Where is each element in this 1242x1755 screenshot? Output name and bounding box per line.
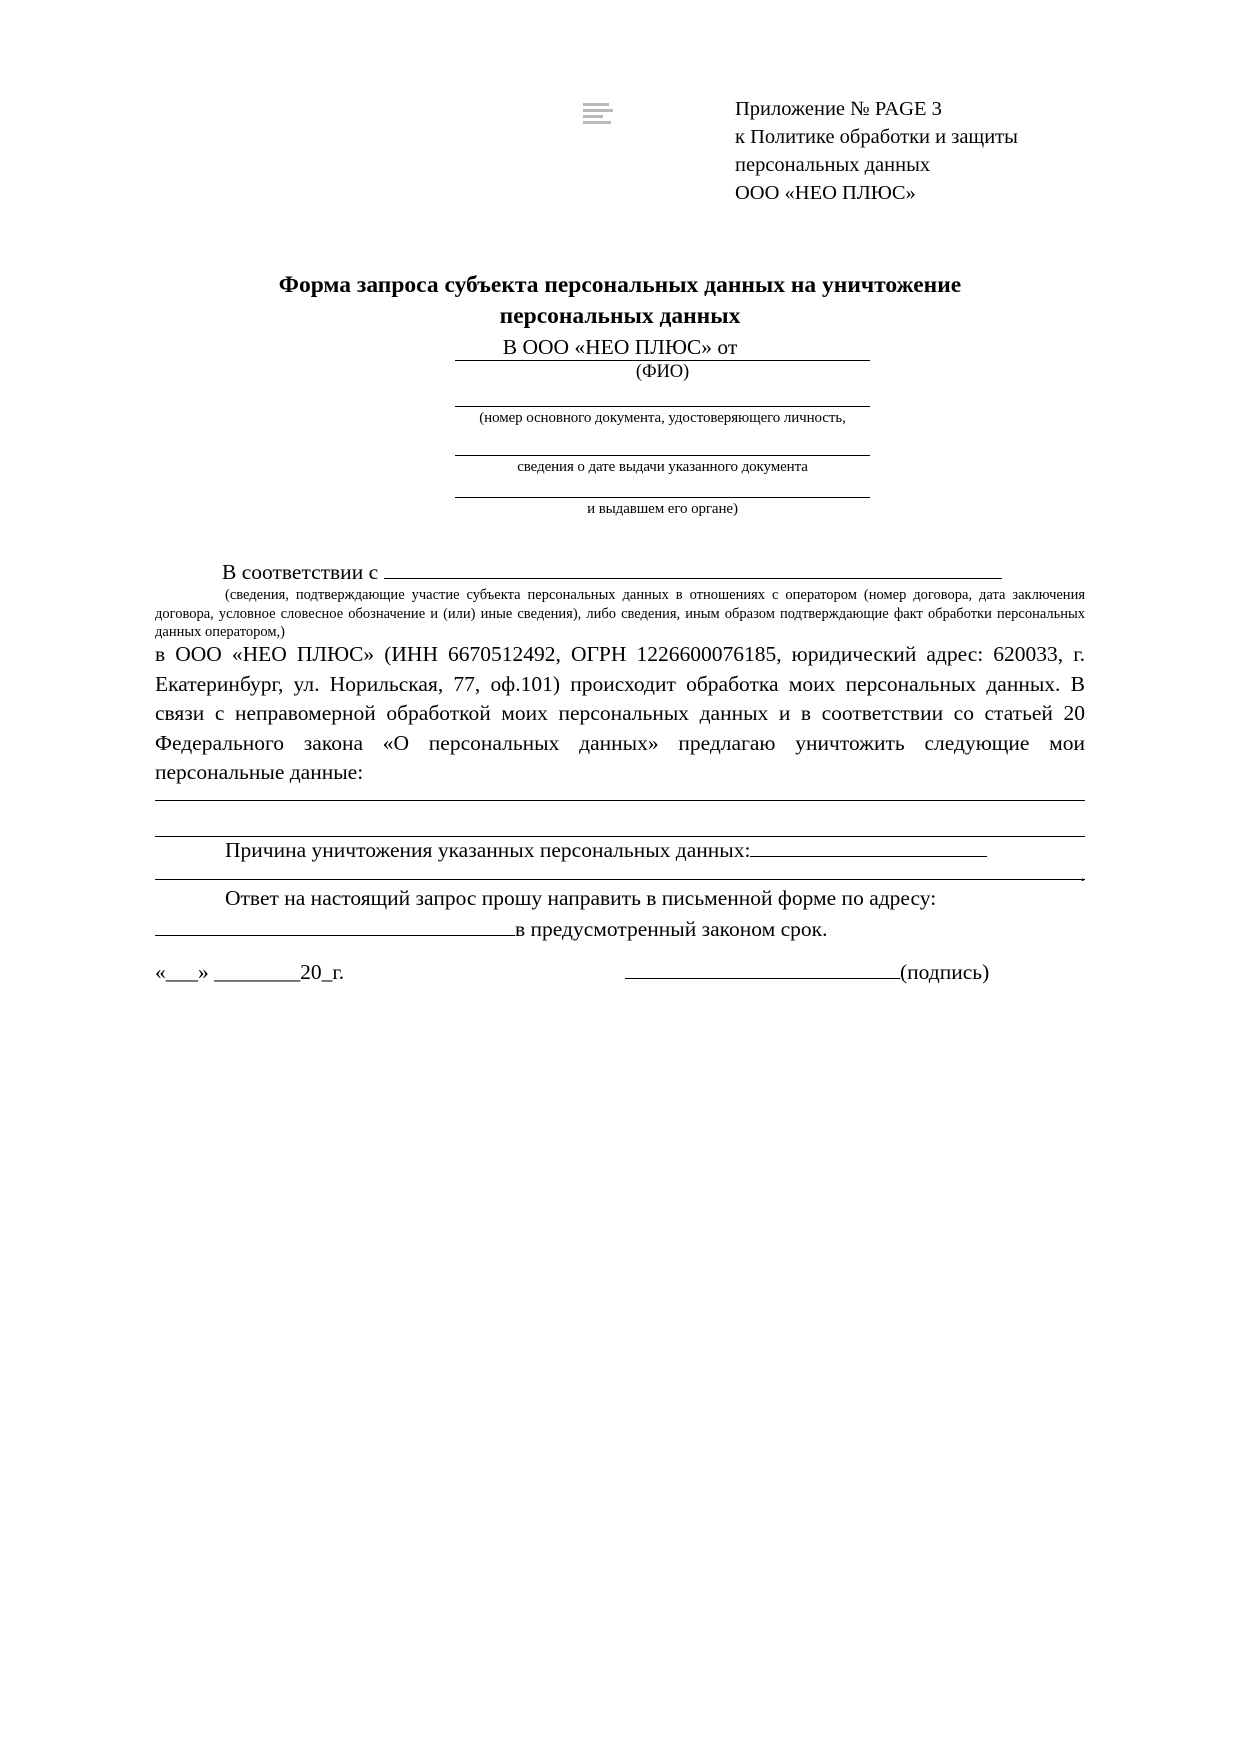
answer-address-input[interactable] xyxy=(155,916,515,936)
compliance-note-text: (сведения, подтверждающие участие субъекта персональных данных в отношениях с оператором (номер договора, дата заключения договора, условное словесное обозначение и (или) иные сведения), либо сведения, иным образом подтверждающие факт обработки персональных данных оператором,) xyxy=(155,587,1085,640)
field-document-date[interactable] xyxy=(455,455,870,477)
page-title xyxy=(155,270,1085,332)
field-document-number-caption: (номер основного документа, удостоверяющего личность, xyxy=(479,410,846,426)
page-title-line-1: Форма запроса субъекта персональных данных на уничтожение xyxy=(278,272,962,298)
reason-line xyxy=(155,836,1085,865)
header-line-3: персональных данных xyxy=(735,154,931,176)
answer-label: Ответ на настоящий запрос прошу направить в письменной форме по адресу: xyxy=(225,886,937,910)
addressee-block xyxy=(155,333,1085,361)
compliance-label: В соответствии с xyxy=(222,560,379,584)
reason-label: Причина уничтожения указанных персональных данных: xyxy=(225,838,751,862)
header-appendix-block xyxy=(735,95,1155,207)
field-fio-caption: (ФИО) xyxy=(635,362,690,382)
main-paragraph: в ООО «НЕО ПЛЮС» (ИНН 6670512492, ОГРН 1226600076185, юридический адрес: 620033, г. Екатеринбург, ул. Норильская, 77, оф.101) происходит обработка моих персональных данных. В связи с неправомерной обработкой моих персональных данных и в соответствии со статьей 20 Федерального закона «О персональных данных» предлагаю уничтожить следующие мои персональные данные: xyxy=(155,642,1085,784)
date-field[interactable]: «___» ________20_г. xyxy=(155,960,345,984)
compliance-input[interactable] xyxy=(384,558,1002,579)
data-blank-line-1[interactable] xyxy=(155,800,1085,801)
signature-blank[interactable] xyxy=(625,959,900,979)
compliance-line xyxy=(155,558,1085,586)
answer-tail: в предусмотренный законом срок. xyxy=(515,917,828,941)
document-lines-icon xyxy=(583,103,617,129)
header-line-2: к Политике обработки и защиты xyxy=(735,126,1018,148)
reason-input[interactable] xyxy=(750,837,987,857)
compliance-note xyxy=(155,586,1085,642)
field-document-issuer-caption: и выдавшем его органе) xyxy=(587,501,738,517)
field-document-date-caption: сведения о дате выдачи указанного документа xyxy=(517,459,808,475)
reason-blank-line[interactable] xyxy=(155,879,1085,880)
signature-label: (подпись) xyxy=(900,960,990,984)
addressee-to-line: В ООО «НЕО ПЛЮС» от xyxy=(502,335,738,359)
page-title-line-2: персональных данных xyxy=(499,303,741,329)
header-line-1: Приложение № PAGE 3 xyxy=(735,98,942,120)
field-document-issuer[interactable] xyxy=(455,497,870,519)
field-fio[interactable] xyxy=(455,360,870,382)
header-line-4: ООО «НЕО ПЛЮС» xyxy=(735,182,916,204)
reason-trailing-dot: . xyxy=(1080,862,1086,886)
answer-line xyxy=(155,884,1085,944)
signature-field[interactable] xyxy=(625,958,989,986)
field-document-number[interactable] xyxy=(455,406,870,428)
document-header xyxy=(0,95,1242,225)
